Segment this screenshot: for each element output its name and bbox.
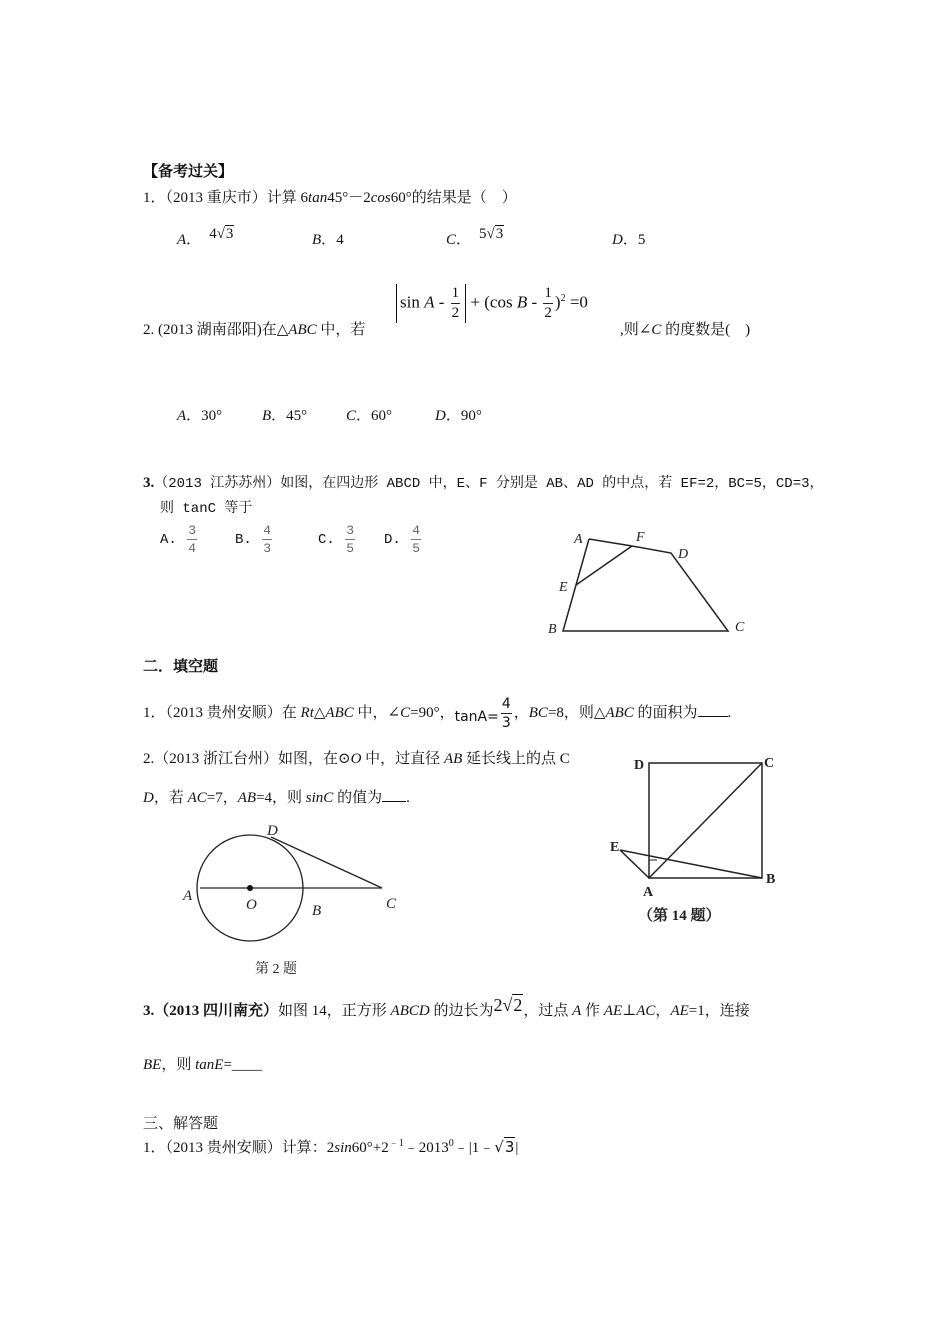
section-title-review: 【备考过关】	[143, 164, 234, 180]
answer-blank[interactable]	[382, 789, 406, 802]
fill-question-1: 1．（2013 贵州安顺）在 Rt△ABC 中，∠C=90°，tanA= $\frac{4}{3}$ ，BC=8，则△ABC 的面积为 .	[143, 696, 732, 731]
question-1-stem: 1．（2013 重庆市）计算 6tan45°－2cos60°的结果是（ ）	[143, 190, 517, 206]
label-c: C	[386, 896, 397, 912]
label-b: B	[766, 872, 776, 887]
question-3-line-2: 则 tanC 等于	[160, 501, 253, 517]
quadrilateral-outline	[563, 539, 728, 631]
q1-option-b: B．4	[312, 232, 344, 248]
fill-question-3-line-2: BE，则 tanE=____	[143, 1057, 262, 1073]
answer-blank[interactable]	[698, 704, 728, 717]
tangent-dc	[271, 837, 382, 888]
q1-option-a: A． 4√3	[177, 226, 234, 248]
label-b: B	[548, 622, 557, 637]
q2-equation: sin A - $\frac{1}{2}$ + (cos B - $\frac{1}{2}$ )$^2$ =0	[396, 284, 588, 323]
label-a: A	[574, 532, 583, 547]
solution-question-1: 1．（2013 贵州安顺）计算：$2\sin 60^\circ+2^{﹣1}﹣2013^0﹣|1﹣√3|$	[143, 1138, 519, 1156]
label-e: E	[610, 840, 620, 855]
figure-14-caption: （第 14 题）	[638, 908, 721, 924]
question-2-lead: 2. (2013 湖南邵阳)在△ABC 中，若	[143, 322, 366, 338]
question-3-line-1: 3.（2013 江苏苏州）如图，在四边形 ABCD 中，E、F 分别是 AB、AD 的中点，若 EF=2，BC=5，CD=3，	[143, 475, 824, 492]
fill-question-3-line-1: 3.（2013 四川南充）如图 14，正方形 ABCD 的边长为2√2，过点 A 作 AE⊥AC，AE=1，连接	[143, 995, 750, 1019]
label-c: C	[735, 620, 745, 635]
square-figure-14	[600, 748, 810, 933]
quadrilateral-figure	[540, 520, 760, 645]
label-a: A	[183, 888, 193, 904]
segment-eb	[620, 850, 762, 878]
q2-tail: ,则∠C 的度数是( )	[620, 322, 751, 338]
label-d: D	[678, 547, 689, 562]
figure-caption: 第 2 题	[255, 962, 297, 977]
label-b: B	[312, 903, 322, 919]
label-d: D	[267, 823, 278, 839]
label-c: C	[764, 756, 775, 771]
q2-option-c: C．60°	[346, 408, 393, 424]
segment-ef	[576, 546, 632, 585]
q3-option-a: A. $\frac{3}{4}$	[160, 523, 197, 556]
q3-option-c: C. $\frac{3}{5}$	[318, 523, 355, 556]
circle-tangent-figure	[170, 815, 420, 985]
diagonal-ac	[649, 763, 762, 878]
q2-option-d: D．90°	[435, 408, 482, 424]
q3-option-b: B. $\frac{4}{3}$	[235, 523, 272, 556]
label-f: F	[636, 530, 645, 545]
q2-option-a: A．30°	[177, 408, 223, 424]
section-title-solutions: 三、解答题	[143, 1116, 219, 1132]
question-number: 1．	[143, 190, 166, 206]
fill-question-2-line-2: D，若 AC=7，AB=4，则 sinC 的值为 .	[143, 790, 410, 806]
q1-option-c: C． 5√3	[446, 226, 504, 248]
center-dot	[247, 885, 253, 891]
label-a: A	[643, 885, 654, 900]
label-d: D	[634, 758, 645, 773]
section-title-fill-blank: 二．填空题	[143, 659, 219, 675]
q1-option-d: D．5	[612, 232, 646, 248]
q2-option-b: B．45°	[262, 408, 308, 424]
label-e: E	[559, 580, 568, 595]
fill-question-2-line-1: 2.（2013 浙江台州）如图，在⊙O 中，过直径 AB 延长线上的点 C	[143, 751, 570, 767]
q3-option-d: D. $\frac{4}{5}$	[384, 523, 421, 556]
label-o: O	[246, 897, 257, 913]
